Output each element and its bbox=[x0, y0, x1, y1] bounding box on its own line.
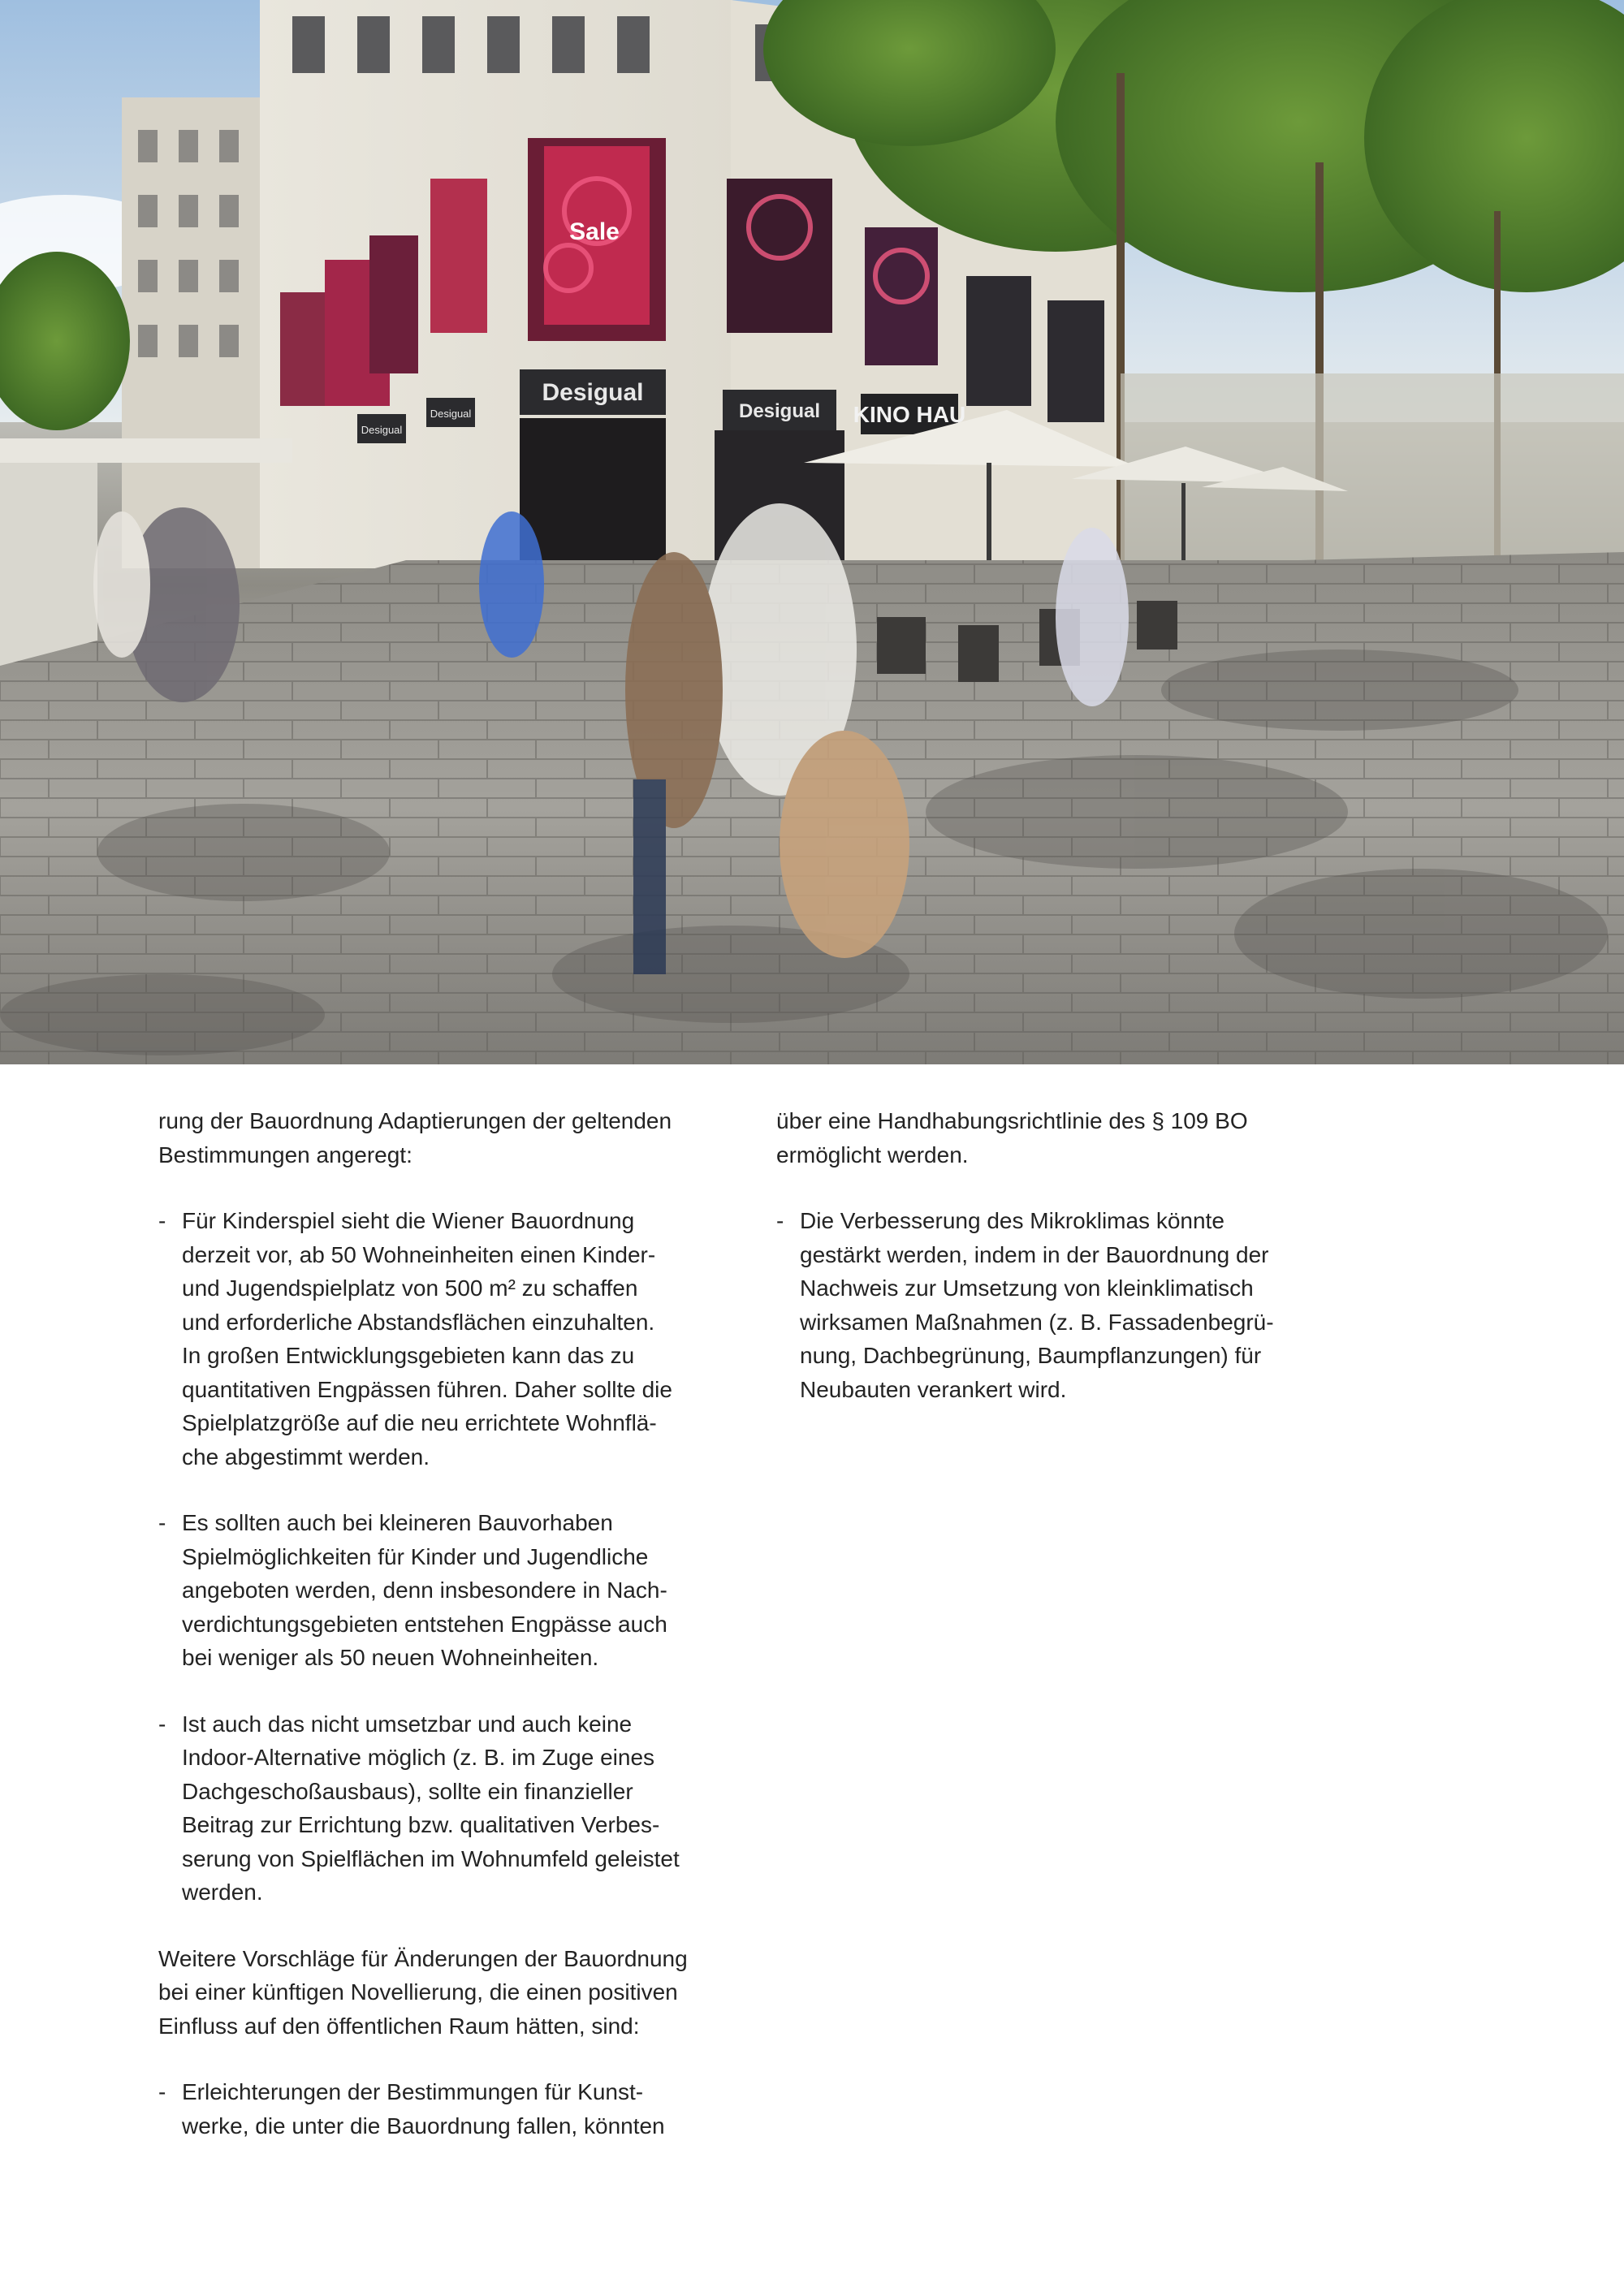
text-line: verdichtungsgebieten entstehen Engpässe auch bbox=[182, 1611, 667, 1637]
intro-paragraph bbox=[158, 1104, 727, 1172]
text-line: Einfluss auf den öffentlichen Raum hätten, sind: bbox=[158, 2013, 640, 2039]
text-line: quantitativen Engpässen führen. Daher sollte die bbox=[182, 1376, 672, 1402]
text-line: Dachgeschoßausbaus), sollte ein finanzieller bbox=[182, 1778, 633, 1804]
text-line: Es sollten auch bei kleineren Bauvorhaben bbox=[182, 1510, 613, 1535]
text-line: Erleichterungen der Bestimmungen für Kunst- bbox=[182, 2079, 644, 2104]
bullet-item-small-projects bbox=[158, 1506, 727, 1675]
text-line: Indoor-Alternative möglich (z. B. im Zuge eines bbox=[182, 1745, 655, 1770]
text-line: angeboten werden, denn insbesondere in Nach- bbox=[182, 1577, 667, 1603]
store-sign-4: Desigual bbox=[430, 408, 472, 420]
store-sign-3: Desigual bbox=[361, 424, 403, 436]
bullet-marker: - bbox=[158, 1510, 166, 1535]
text-line: wirksamen Maßnahmen (z. B. Fassadenbegrü- bbox=[800, 1309, 1274, 1335]
text-line: Spielmöglichkeiten für Kinder und Jugendliche bbox=[182, 1543, 649, 1569]
text-line: über eine Handhabungsrichtlinie des § 109 BO bbox=[776, 1108, 1248, 1133]
bullet-item-artworks bbox=[158, 2075, 727, 2143]
text-line: Weitere Vorschläge für Änderungen der Bauordnung bbox=[158, 1945, 688, 1971]
bullet-item-microclimate bbox=[776, 1204, 1345, 1406]
text-line: bei einer künftigen Novellierung, die einen positiven bbox=[158, 1979, 678, 2005]
sale-text: Sale bbox=[569, 218, 620, 245]
text-line: Bestimmungen angeregt: bbox=[158, 1142, 412, 1167]
bullet-marker: - bbox=[158, 1711, 166, 1737]
text-line: rung der Bauordnung Adaptierungen der geltenden bbox=[158, 1108, 672, 1133]
text-line: Die Verbesserung des Mikroklimas könnte bbox=[800, 1208, 1224, 1233]
text-line: Spielplatzgröße auf die neu errichtete Wohnflä- bbox=[182, 1410, 657, 1435]
text-line: werden. bbox=[182, 1880, 263, 1905]
text-line: In großen Entwicklungsgebieten kann das zu bbox=[182, 1343, 635, 1368]
text-line: serung von Spielflächen im Wohnumfeld geleistet bbox=[182, 1845, 680, 1871]
bullet-item-playground-size bbox=[158, 1204, 727, 1474]
bullet-marker: - bbox=[776, 1208, 784, 1233]
text-line: Für Kinderspiel sieht die Wiener Bauordnung bbox=[182, 1208, 635, 1233]
right-text-column bbox=[776, 1104, 1345, 1439]
text-line: Nachweis zur Umsetzung von kleinklimatisch bbox=[800, 1275, 1254, 1301]
text-line: Neubauten verankert wird. bbox=[800, 1376, 1067, 1402]
left-text-column bbox=[158, 1104, 727, 2175]
text-line: Beitrag zur Errichtung bzw. qualitativen Verbes- bbox=[182, 1812, 660, 1837]
text-line: ermöglicht werden. bbox=[776, 1142, 969, 1167]
text-line: und Jugendspielplatz von 500 m² zu schaffen bbox=[182, 1275, 638, 1301]
text-line: Ist auch das nicht umsetzbar und auch keine bbox=[182, 1711, 633, 1737]
store-sign-main: Desigual bbox=[542, 379, 644, 406]
street-photo-drawing bbox=[0, 0, 1624, 1064]
text-line: gestärkt werden, indem in der Bauordnung der bbox=[800, 1241, 1269, 1267]
text-line: che abgestimmt werden. bbox=[182, 1444, 430, 1470]
text-line: und erforderliche Abstandsflächen einzuhalten. bbox=[182, 1309, 655, 1335]
bullet-marker: - bbox=[158, 2079, 166, 2104]
continuation-paragraph bbox=[776, 1104, 1345, 1172]
bullet-marker: - bbox=[158, 1208, 166, 1233]
text-line: bei weniger als 50 neuen Wohneinheiten. bbox=[182, 1645, 599, 1670]
text-line: nung, Dachbegrünung, Baumpflanzungen) für bbox=[800, 1343, 1262, 1368]
street-photo bbox=[0, 0, 1624, 1064]
proposals-paragraph bbox=[158, 1942, 727, 2044]
text-line: derzeit vor, ab 50 Wohneinheiten einen Kinder- bbox=[182, 1241, 656, 1267]
cinema-sign: KINO HAU bbox=[853, 402, 966, 427]
store-sign-2: Desigual bbox=[738, 400, 821, 422]
text-line: werke, die unter die Bauordnung fallen, könnten bbox=[182, 2113, 665, 2138]
bullet-item-financial-contribution bbox=[158, 1707, 727, 1910]
